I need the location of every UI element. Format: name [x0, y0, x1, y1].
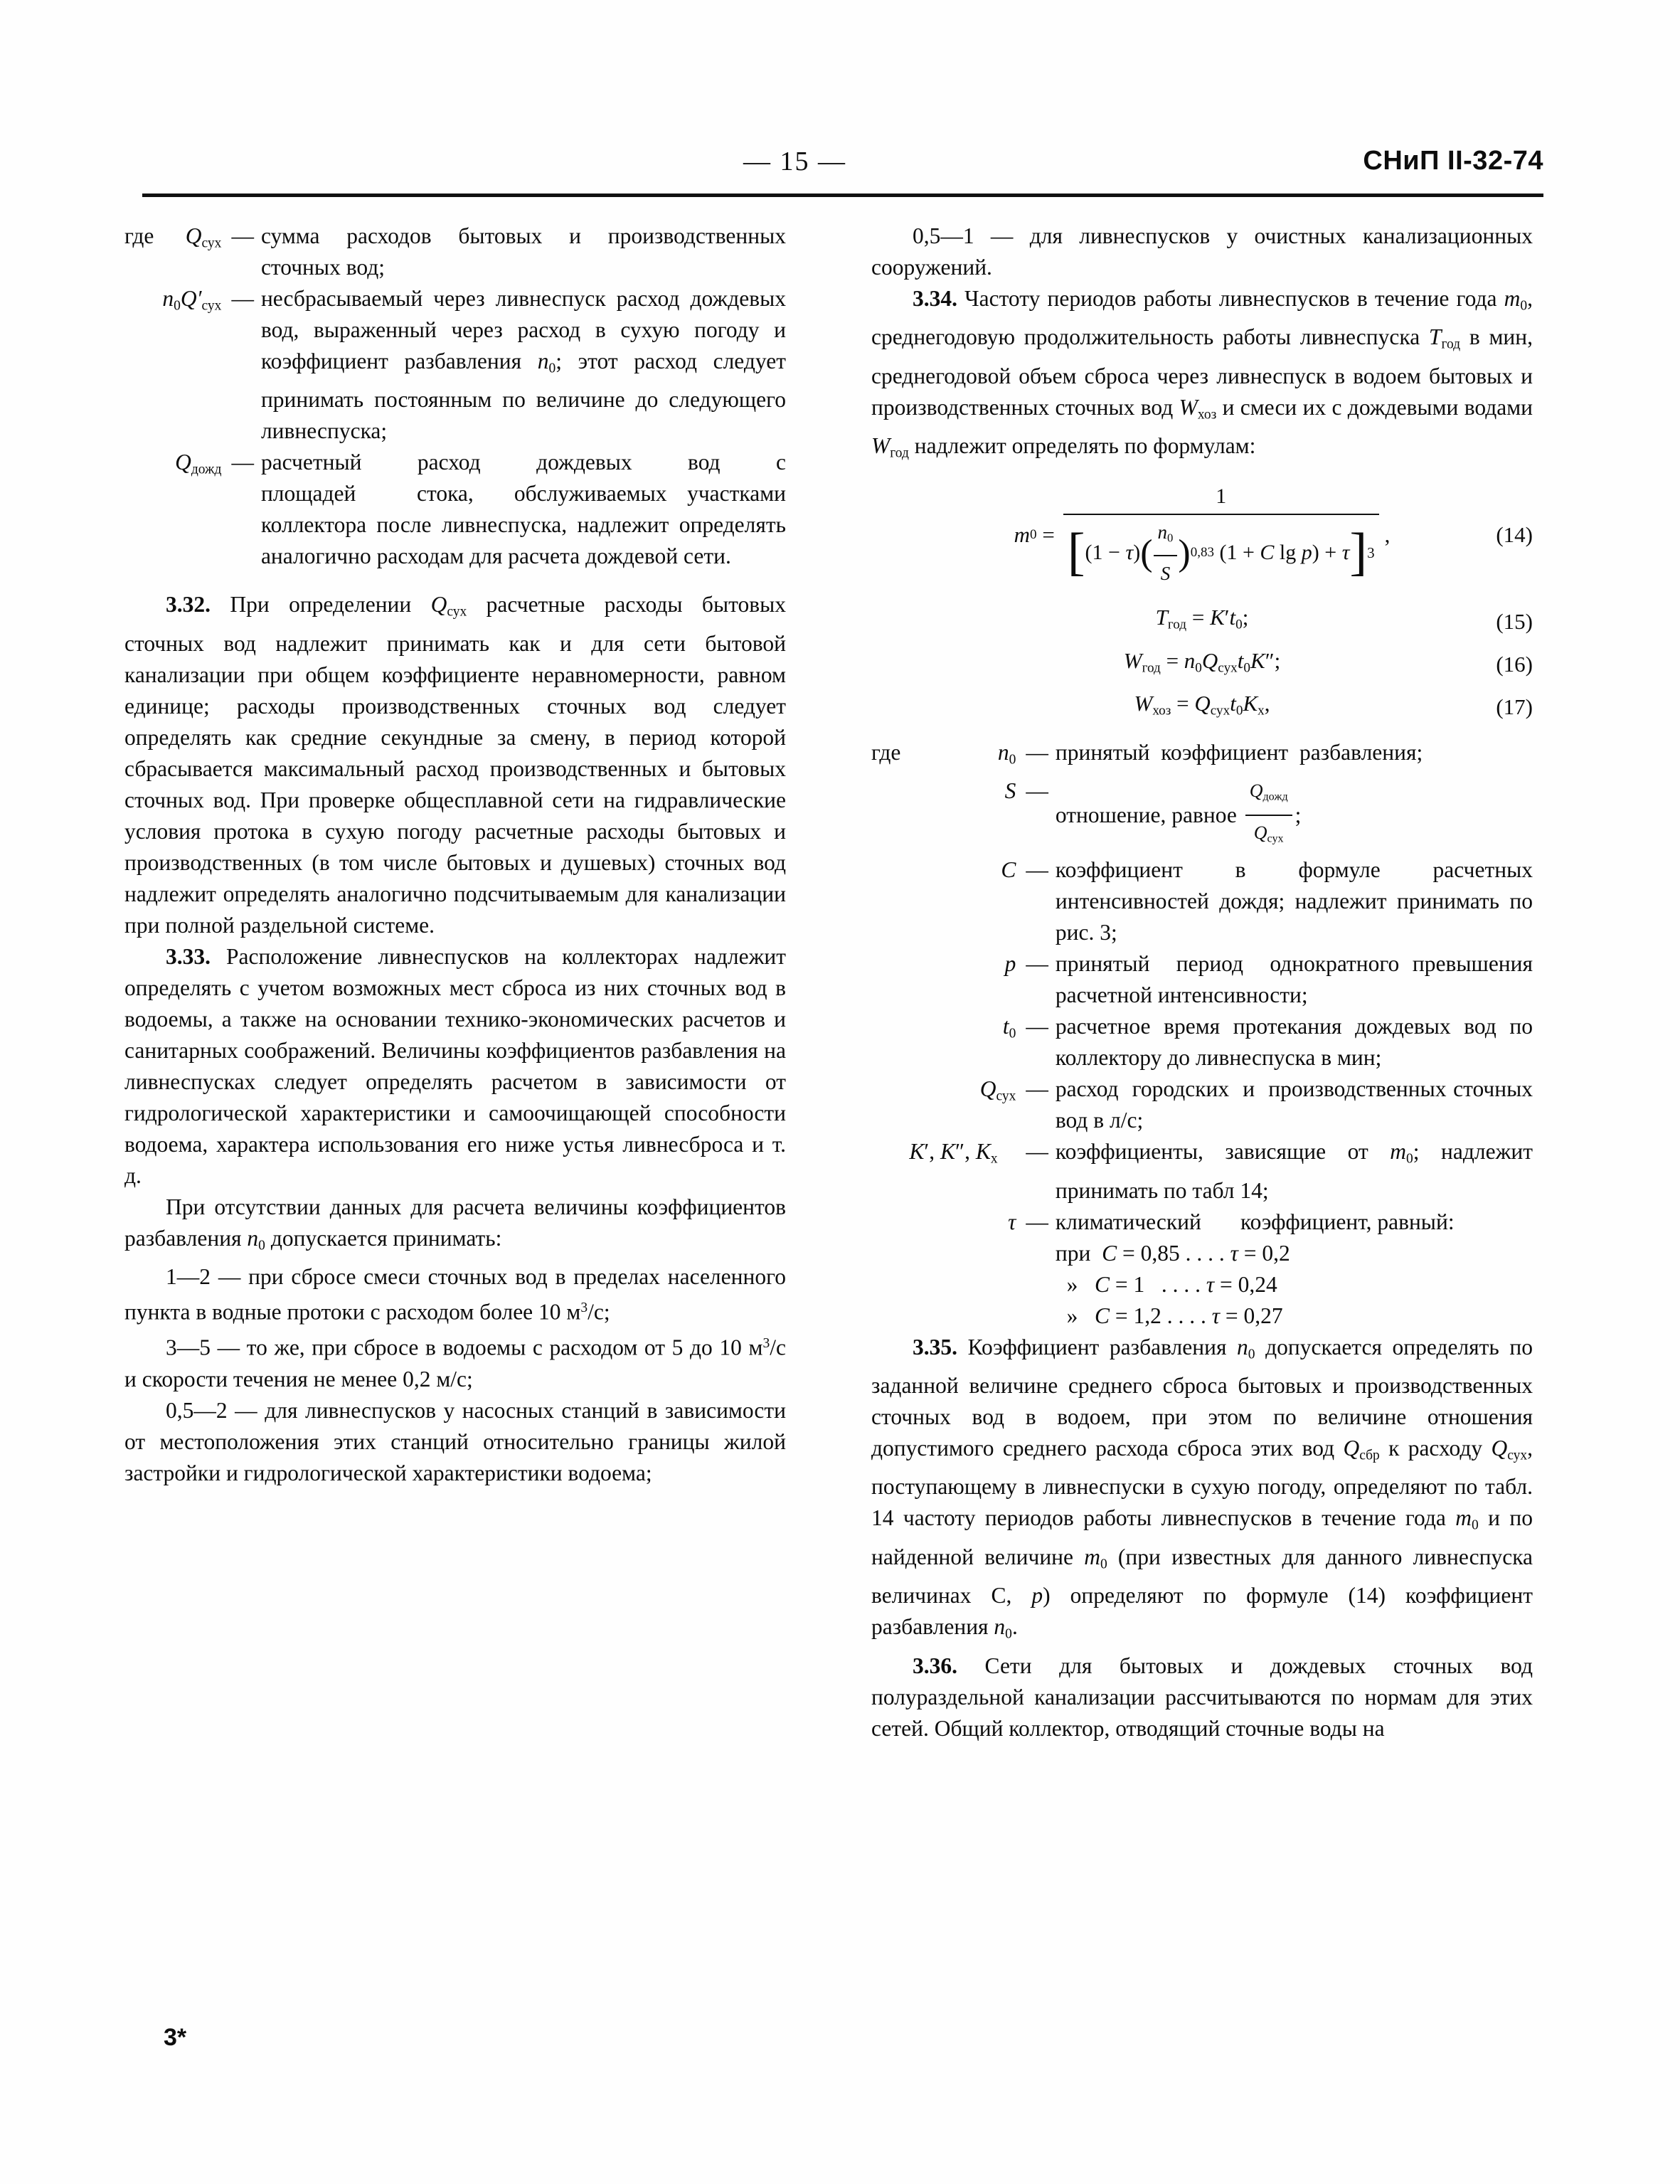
definition-term: $n_0$ — [997, 739, 1016, 768]
definition-description: принятый коэффициент разбавления; — [1055, 739, 1423, 765]
paragraph-3-33: 3.33. Расположение ливнеспусков на коллекторах надлежит определять с учетом возможных мест сброса из них сточных вод в водоемы, а также на основании технико-экономических расчетов и санитарных соображений. Величины коэффициентов разбавления на ливнеспусках следует определять расчетом в зависимости от гидрологической характеристики и самоочищающей способности водоема, характера использования его ниже устья ливнесброса и т. д. — [124, 943, 786, 1188]
definition-term: τ — [1008, 1209, 1016, 1234]
left-column — [124, 221, 786, 1489]
definition-row — [124, 447, 786, 572]
definition-term: K′, K″, $K_х$ — [909, 1139, 998, 1167]
page-header — [142, 146, 1543, 189]
definition-row — [871, 854, 1533, 948]
paragraph-number: 3.34. — [913, 286, 957, 311]
paragraph-3-35: 3.35. Коэффициент разбавления $n_0$ допускается определять по заданной величине среднего сброса бытовых и производственных сточных вод в водоем, при этом по величине отношения допустимого среднего расхода сброса этих вод $Q_{сбр}$ к расходу $Q_{сух}$, поступающему в ливнеспуски в сухую погоду, определяют по табл. 14 частоту периодов работы ливнеспусков в течение года $m_0$ и по найденной величине $m_0$ (при известных для данного ливнеспуска величинах C, p) определяют по формуле (14) коэффициент разбавления $n_0$. — [871, 1334, 1533, 1642]
value-item-3: 0,5—2 — для ливнеспусков у насосных станций в зависимости от местоположения этих станций относительно границы жилой застройки и гидрологической характеристики водоема; — [124, 1397, 786, 1485]
definition-dash: — — [1026, 739, 1048, 765]
definition-description: расчетное время протекания дождевых вод по коллектору до ливнеспуска в мин; — [1055, 1014, 1533, 1071]
definition-description: отношение, равное $\frac{Q_{дожд}}{Q_{сух}}$ ; — [1055, 780, 1302, 845]
definition-term: $Q_{дожд}$ — [175, 450, 222, 477]
footer-mark: 3* — [164, 2024, 187, 2051]
definition-row — [871, 1011, 1533, 1074]
definition-row — [871, 737, 1533, 775]
formula-14: m 0 = 1 [ (1 − τ) ( $\frac{n_0}{S}$ ) 0,83 (1 + C lg p) + τ ] 3 , (14) — [1014, 484, 1533, 585]
formula-block — [871, 481, 1533, 727]
definition-dash: — — [1026, 1209, 1048, 1234]
definition-row-tau-values — [871, 1238, 1533, 1332]
value-item-4: 0,5—1 — для ливнеспусков у очистных канализационных сооружений. — [871, 223, 1533, 280]
definition-dash: — — [1026, 951, 1048, 977]
gde-label-spacer — [871, 1207, 909, 1238]
definition-row — [871, 948, 1533, 1011]
definition-dash: — — [1026, 778, 1048, 804]
definition-term: $Q_{сух}$ — [185, 223, 222, 251]
definition-description: несбрасываемый через ливнеспуск расход дождевых вод, выраженный через расход в сухую погоду и коэффициент разбавления $n_0$; этот расход следует принимать постоянным по величине до следующего ливнеспуска; — [260, 286, 786, 444]
definition-dash: — — [1026, 1076, 1048, 1102]
paragraph-no-data: При отсутствии данных для расчета величины коэффициентов разбавления $n_0$ допускается принимать: — [124, 1194, 786, 1253]
definition-row — [871, 1074, 1533, 1136]
formula-tag: (15) — [1496, 608, 1533, 634]
definition-row — [871, 775, 1533, 854]
right-column — [871, 221, 1533, 1744]
definition-row — [124, 283, 786, 447]
tau-value-list — [1056, 1238, 1533, 1332]
formula-tag: (16) — [1496, 652, 1533, 677]
definition-description: расход городских и производственных сточных вод в л/с; — [1055, 1076, 1533, 1133]
definition-description: коэффициенты, зависящие от $m_0$; надлежит принимать по табл 14; — [1055, 1139, 1533, 1203]
formula-tag: (14) — [1496, 522, 1533, 548]
definition-description: принятый период однократного превышения расчетной интенсивности; — [1055, 951, 1533, 1008]
tau-value-row: » C = 1 . . . . τ = 0,24 — [1055, 1271, 1277, 1297]
gde-label-spacer — [871, 854, 909, 948]
definition-description: коэффициент в формуле расчетных интенсивностей дождя; надлежит принимать по рис. 3; — [1055, 857, 1533, 945]
definition-term: $n_0Q'_{сух}$ — [162, 286, 222, 314]
gde-label: где — [124, 223, 154, 248]
gde-label-spacer — [871, 1136, 909, 1206]
definition-dash: — — [1026, 1014, 1048, 1039]
formula-tag: (17) — [1496, 694, 1533, 720]
tau-value-row: при C = 0,85 . . . . τ = 0,2 — [1055, 1240, 1290, 1266]
paragraph-3-32: 3.32. При определении $Q_{сух}$ расчетные расходы бытовых сточных вод надлежит принимать как и для сети бытовой канализации при общем коэффициенте неравномерности, равном единице; расходы производственных сточных вод следует определять как средние секундные за смену, в период которой сбрасывается максимальный расход производственных и бытовых сточных вод. При проверке общесплавной сети на гидравлические условия протока в сухую погоду расчетные расходы бытовых и производственных (в том числе бытовых и душевых) сточных вод надлежит определять аналогично подсчитываемым для канализации при полной раздельной системе. — [124, 592, 786, 938]
document-code: СНиП II-32-74 — [1363, 146, 1543, 176]
definition-description: сумма расходов бытовых и производственных сточных вод; — [260, 223, 786, 280]
definition-row — [871, 1136, 1533, 1206]
paragraph-3-36: 3.36. Сети для бытовых и дождевых сточных вод полураздельной канализации рассчитываются по нормам для этих сетей. Общий коллектор, отводящий сточные воды на — [871, 1653, 1533, 1741]
paragraph-number: 3.32. — [166, 592, 211, 617]
definition-dash: — — [231, 286, 254, 311]
page-number: — 15 — — [743, 147, 846, 176]
definition-term-spacer — [909, 1238, 1026, 1332]
definition-description: расчетный расход дождевых вод с площадей стока, обслуживаемых участками коллектора после ливнеспуска, надлежит определять аналогично расходам для расчета дождевой сети. — [260, 450, 786, 569]
definition-dash: — — [1026, 857, 1048, 883]
gde-label-spacer — [124, 283, 162, 447]
definition-term: $t_0$ — [1002, 1014, 1016, 1041]
paragraph-number: 3.36. — [913, 1653, 957, 1678]
gde-label-spacer — [124, 447, 162, 572]
header-rule — [142, 194, 1543, 197]
formula-15: $T_{год} = K't_0$; (15) — [871, 602, 1533, 640]
definition-term: p — [1004, 951, 1016, 977]
formula-16: $W_{год} = n_0Q_{сух}t_0K''$; (16) — [871, 645, 1533, 684]
value-item-2: 3—5 — то же, при сбросе в водоемы с расходом от 5 до 10 $м^3/с$ и скорости течения не менее 0,2 м/с; — [124, 1335, 786, 1391]
definition-row — [871, 1207, 1533, 1238]
definition-term: S — [1004, 778, 1016, 804]
definition-dash: — — [231, 450, 254, 475]
paragraph-number: 3.35. — [913, 1334, 957, 1359]
definition-dash: — — [231, 223, 254, 248]
formula-17: $W_{хоз} = Q_{сух}t_0K_х$, (17) — [871, 688, 1533, 726]
gde-label-spacer — [871, 948, 909, 1011]
paragraph-number: 3.33. — [166, 943, 211, 969]
gde-label-spacer — [871, 775, 909, 854]
gde-label-spacer — [871, 1238, 909, 1332]
gde-label: где — [871, 739, 901, 765]
definition-row — [124, 221, 786, 283]
definition-dash: — — [1026, 1139, 1048, 1165]
definition-dash-spacer — [1026, 1238, 1056, 1332]
paragraph-3-34: 3.34. Частоту периодов работы ливнеспусков в течение года $m_0$, среднегодовую продолжительность работы ливнеспуска $T_{год}$ в мин, среднегодовой объем сброса через ливнеспуск в водоем бытовых и производственных сточных вод $W_{хоз}$ и смеси их с дождевыми водами $W_{год}$ надлежит определять по формулам: — [871, 286, 1533, 461]
left-definition-list — [124, 221, 786, 572]
definition-term: $Q_{сух}$ — [979, 1076, 1016, 1104]
definition-term: C — [1001, 857, 1016, 883]
definition-description: климатический коэффициент, равный: — [1055, 1209, 1455, 1234]
value-item-1: 1—2 — при сбросе смеси сточных вод в пределах населенного пункта в водные протоки с расходом более 10 $м^3/с$; — [124, 1264, 786, 1325]
gde-label-spacer — [871, 1011, 909, 1074]
right-definition-list — [871, 737, 1533, 1332]
gde-label-spacer — [871, 1074, 909, 1136]
tau-value-row: » C = 1,2 . . . . τ = 0,27 — [1055, 1303, 1283, 1328]
